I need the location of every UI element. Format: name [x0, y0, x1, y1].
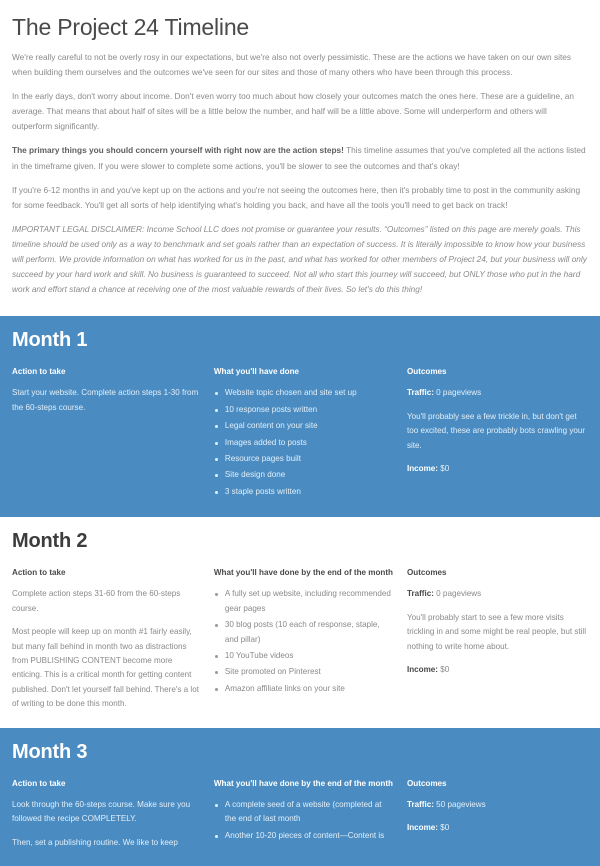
- column-body: [12, 798, 200, 850]
- intro-paragraph: If you're 6-12 months in and you've kept up on the actions and you're not seeing the outcomes here, then it's probably time to post in the community asking for some feedback. You'll get all sorts of help identifying what's holding you back, and have all the tools you'll need to get back on track!: [12, 184, 581, 210]
- list-item: 10 YouTube videos: [214, 649, 395, 663]
- action-paragraph: Look through the 60-steps course. Make sure you followed the recipe COMPLETELY.: [12, 799, 191, 824]
- column-heading: What you'll have done by the end of the month: [213, 778, 393, 788]
- traffic-label: Traffic:: [406, 388, 434, 398]
- intro-section: [0, 0, 600, 316]
- month-columns: [12, 566, 588, 711]
- intro-paragraph: IMPORTANT LEGAL DISCLAIMER: Income School LLC does not promise or guarantee your results. “Outcomes” listed on this page are merely goals. This timeline should be used only as a way to benchmark and set goals rather than an expectation of success. It is literally impossible to know how your business will perform. We provide information on what has worked for us in the past, and what has worked for other members of Project 24, but your business will only succeed by your hard work and skill. No business is guaranteed to succeed. Not all who start this journey will succeed, but ONLY those who put in the hard work and effort stand a chance at receiving one of the most valuable rewards of their lives. So let's do this thing!: [12, 223, 587, 295]
- list-item: Site promoted on Pinterest: [214, 665, 395, 679]
- traffic-label: Traffic:: [406, 589, 434, 599]
- column-body: [407, 587, 588, 677]
- list-item: Images added to posts: [214, 436, 395, 450]
- page-title: The Project 24 Timeline: [12, 14, 250, 40]
- traffic-stat: [407, 587, 588, 601]
- month-sections: [0, 316, 600, 866]
- intro-paragraph-lead: The primary things you should concern yourself with right now are the action steps!: [12, 145, 344, 156]
- column-action-to-take: [12, 566, 214, 711]
- income-value: $0: [438, 464, 450, 474]
- column-heading: Action to take: [12, 568, 66, 578]
- column-outcomes: [407, 777, 588, 836]
- income-label: Income:: [406, 464, 438, 474]
- traffic-value: 0 pageviews: [433, 388, 482, 398]
- column-outcomes: [407, 365, 588, 476]
- traffic-note: You'll probably see a few trickle in, but don't get too excited, these are probably bots crawling your site.: [406, 411, 586, 450]
- column-body: [407, 798, 588, 836]
- intro-paragraph: In the early days, don't worry about income. Don't even worry too much about how closely your outcomes match the ones here. These are a guideline, an average. That means that about half of sites will be a little below the number, and half will be a little above. Some will underperform and others will outperform significantly.: [12, 91, 574, 132]
- intro-paragraphs: [12, 50, 588, 297]
- income-value: $0: [438, 823, 450, 833]
- intro-paragraph-text: This timeline assumes that you've completed all the actions listed in the timeframe given. If you were slower to complete some actions, you'll be slower to see the outcomes and that's okay!: [12, 145, 586, 171]
- action-paragraph: Complete action steps 31-60 from the 60-steps course.: [12, 589, 181, 613]
- list-item: Amazon affiliate links on your site: [214, 682, 395, 696]
- month-title: Month 2: [12, 530, 88, 553]
- action-paragraph: Then, set a publishing routine. We like to keep: [12, 837, 178, 847]
- month-columns: [12, 777, 588, 850]
- column-action-to-take: [12, 365, 214, 415]
- column-heading: Action to take: [12, 778, 66, 788]
- list-item: Resource pages built: [214, 452, 395, 466]
- month-title: Month 1: [12, 329, 88, 352]
- column-action-to-take: [12, 777, 214, 850]
- action-paragraph: Start your website. Complete action steps 1-30 from the 60-steps course.: [12, 388, 199, 412]
- traffic-value: 0 pageviews: [433, 589, 482, 599]
- traffic-stat: [407, 386, 588, 400]
- column-heading: Action to take: [12, 367, 66, 377]
- list-item: 3 staple posts written: [214, 485, 395, 499]
- action-paragraph: Most people will keep up on month #1 fairly easily, but many fall behind in month two as distractions from PUBLISHING CONTENT become more enticing. This is a critical month for getting content published. Don't let yourself fall behind. There's a lot of writing to be done this month.: [12, 627, 199, 709]
- deliverables-list: [214, 798, 395, 843]
- list-item: A complete seed of a website (completed at the end of last month: [214, 798, 395, 827]
- column-outcomes: [407, 566, 588, 677]
- traffic-stat: [407, 798, 588, 812]
- income-stat: [407, 663, 588, 677]
- list-item: Another 10-20 pieces of content—Content is: [214, 829, 395, 843]
- traffic-value: 50 pageviews: [433, 799, 486, 809]
- column-heading: What you'll have done by the end of the month: [213, 568, 393, 578]
- column-body: [12, 587, 200, 711]
- income-stat: [407, 462, 588, 476]
- income-value: $0: [438, 665, 450, 674]
- column-body: [12, 386, 200, 415]
- deliverables-list: [214, 587, 395, 696]
- month-section: [0, 316, 600, 517]
- column-heading: Outcomes: [406, 568, 447, 578]
- deliverables-list: [214, 386, 395, 499]
- month-title: Month 3: [12, 740, 88, 763]
- intro-paragraph: [12, 143, 588, 173]
- traffic-note: You'll probably start to see a few more visits trickling in and some might be real people, but still nothing to write home about.: [406, 612, 587, 651]
- column-what-youll-have-done: [214, 566, 407, 698]
- column-heading: Outcomes: [406, 367, 447, 377]
- column-heading: What you'll have done: [213, 367, 300, 377]
- month-section: [0, 517, 600, 727]
- income-label: Income:: [406, 665, 438, 674]
- list-item: Website topic chosen and site set up: [214, 386, 395, 400]
- income-label: Income:: [406, 823, 438, 833]
- intro-paragraph: We're really careful to not be overly rosy in our expectations, but we're also not overly pessimistic. These are the actions we have taken on our own sites when building them ourselves and the outcomes we've seen for our sites and those of many others who have been through this process.: [12, 52, 572, 78]
- list-item: 10 response posts written: [214, 403, 395, 417]
- list-item: A fully set up website, including recommended gear pages: [214, 587, 395, 616]
- month-columns: [12, 365, 588, 501]
- column-what-youll-have-done: [214, 365, 407, 501]
- income-stat: [407, 821, 588, 835]
- column-body: [407, 386, 588, 476]
- column-what-youll-have-done: [214, 777, 407, 845]
- traffic-label: Traffic:: [406, 799, 434, 809]
- month-section: [0, 728, 600, 866]
- list-item: Site design done: [214, 468, 395, 482]
- list-item: Legal content on your site: [214, 419, 395, 433]
- column-heading: Outcomes: [406, 778, 447, 788]
- list-item: 30 blog posts (10 each of response, staple, and pillar): [214, 618, 395, 647]
